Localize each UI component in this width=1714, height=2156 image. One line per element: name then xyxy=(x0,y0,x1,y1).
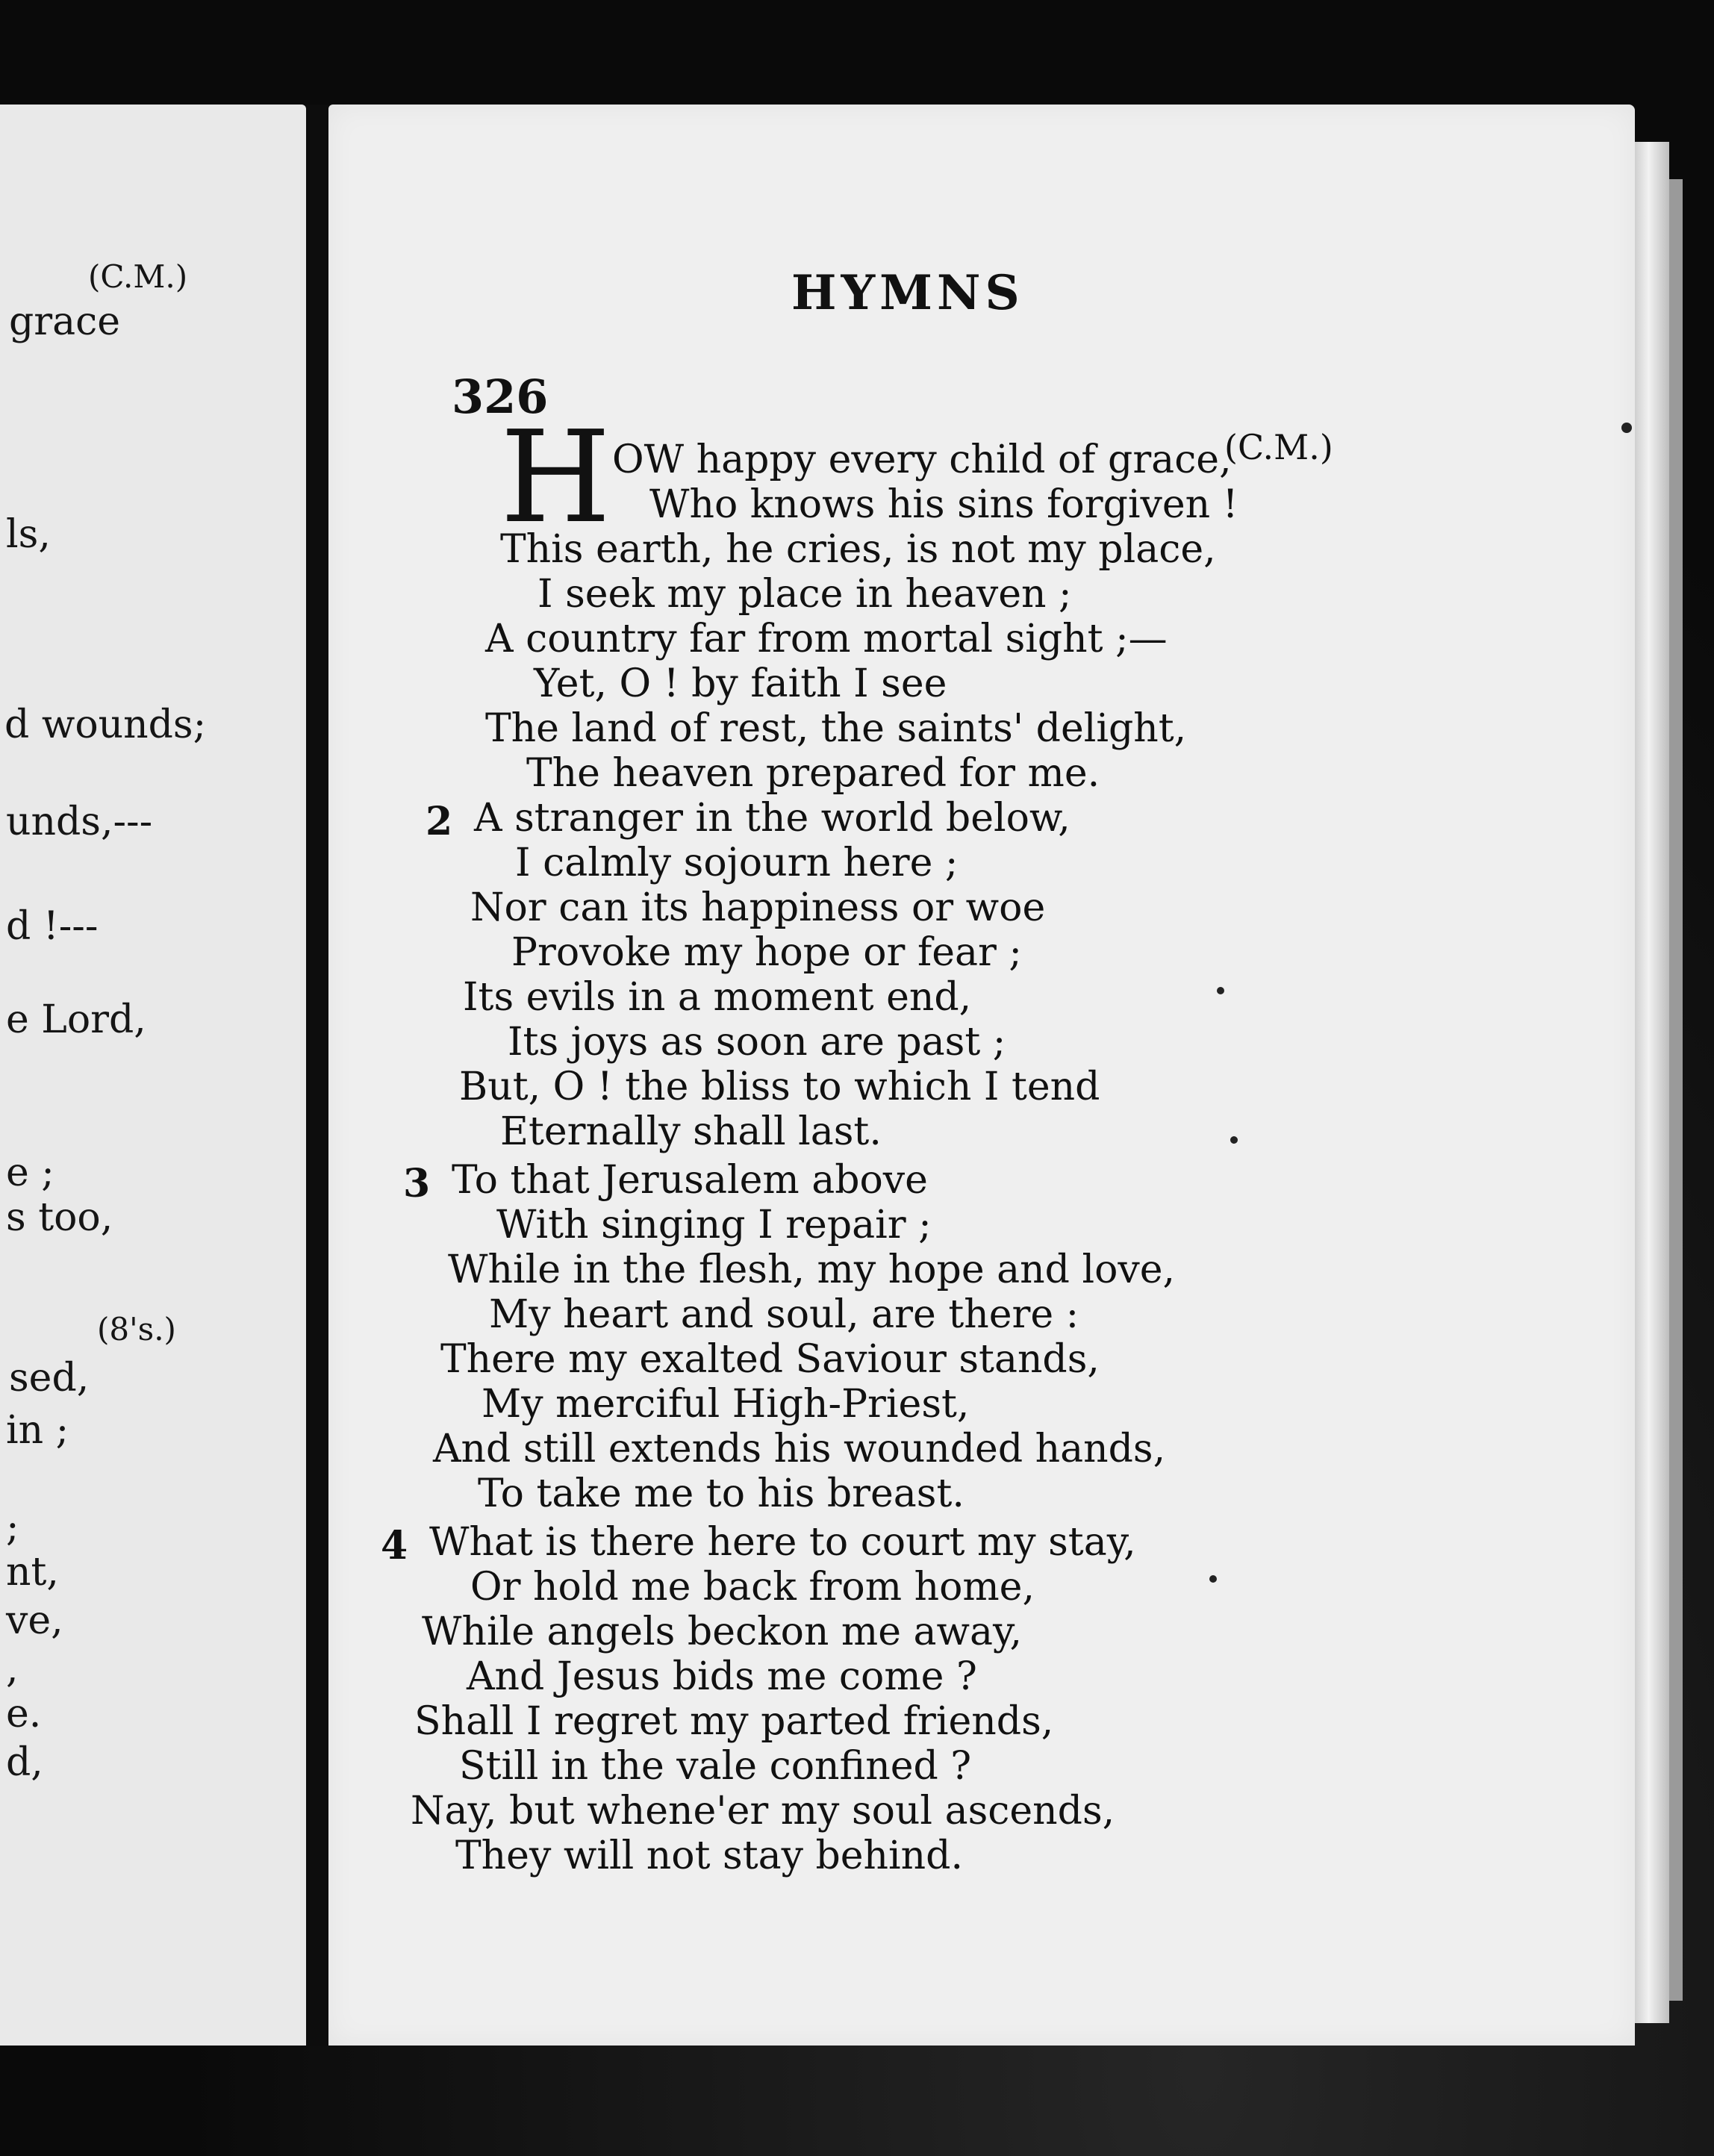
left-page-line: d, xyxy=(6,1740,43,1785)
verse-line: There my exalted Saviour stands, xyxy=(440,1337,1100,1382)
left-page-line: grace xyxy=(9,299,121,344)
verse-line: Eternally shall last. xyxy=(500,1109,882,1154)
verse-line: They will not stay behind. xyxy=(455,1833,963,1878)
verse-line: Its joys as soon are past ; xyxy=(508,1020,1006,1065)
verse-line: My heart and soul, are there : xyxy=(489,1292,1079,1337)
verse-line: The heaven prepared for me. xyxy=(526,751,1100,796)
verse-line: Its evils in a moment end, xyxy=(463,975,972,1020)
left-page-line: d !--- xyxy=(6,904,99,949)
page-edge xyxy=(1635,142,1669,2023)
verse-line: With singing I repair ; xyxy=(496,1203,932,1247)
page-edge-shadow xyxy=(1669,179,1683,2001)
verse-line: A stranger in the world below, xyxy=(474,796,1071,841)
left-page-line: e Lord, xyxy=(6,997,146,1042)
left-page-line: e ; xyxy=(6,1150,54,1195)
verse-line: What is there here to court my stay, xyxy=(429,1520,1136,1565)
drop-cap: H xyxy=(500,404,611,552)
verse-line: Nay, but whene'er my soul ascends, xyxy=(411,1789,1115,1833)
left-page-line: ; xyxy=(6,1505,19,1550)
left-page-line: ve, xyxy=(6,1598,63,1643)
verse-line: And still extends his wounded hands, xyxy=(433,1427,1166,1471)
verse-line: Provoke my hope or fear ; xyxy=(511,930,1022,975)
verse-line: A country far from mortal sight ;— xyxy=(485,617,1168,661)
verse-line: Shall I regret my parted friends, xyxy=(414,1699,1054,1744)
ink-speck xyxy=(1209,1575,1217,1583)
verse-line: But, O ! the bliss to which I tend xyxy=(459,1065,1100,1109)
left-page-line: sed, xyxy=(9,1356,90,1401)
left-page-meter-2: (8's.) xyxy=(97,1311,176,1348)
left-page-line: in ; xyxy=(6,1408,69,1453)
verse-line: This earth, he cries, is not my place, xyxy=(500,527,1216,572)
hymn-number: 326 xyxy=(452,370,549,424)
left-page-line: d wounds; xyxy=(4,702,207,747)
verse-line: Nor can its happiness or woe xyxy=(470,885,1046,930)
verse-line: To that Jerusalem above xyxy=(452,1158,928,1203)
verse-line: To take me to his breast. xyxy=(478,1471,964,1516)
left-page-line: , xyxy=(6,1647,19,1692)
left-page-line: unds,--- xyxy=(6,800,153,844)
verse-number: 3 xyxy=(403,1161,431,1206)
verse-line: Yet, O ! by faith I see xyxy=(534,661,947,706)
verse-line: The land of rest, the saints' delight, xyxy=(485,706,1187,751)
left-page-line: nt, xyxy=(6,1550,59,1595)
running-head: HYMNS xyxy=(791,265,1024,321)
verse-line: While in the flesh, my hope and love, xyxy=(448,1247,1176,1292)
verse-line: While angels beckon me away, xyxy=(422,1610,1023,1654)
verse-line: And Jesus bids me come ? xyxy=(467,1654,977,1699)
ink-speck xyxy=(1230,1136,1238,1144)
left-page-meter-1: (C.M.) xyxy=(88,258,188,295)
hymn-meter: (C.M.) xyxy=(1224,427,1333,467)
verse-number: 2 xyxy=(426,799,453,844)
verse-line: OW happy every child of grace, xyxy=(612,437,1232,482)
verse-line: My merciful High-Priest, xyxy=(482,1382,970,1427)
verse-line: Still in the vale confined ? xyxy=(459,1744,972,1789)
verse-line: Or hold me back from home, xyxy=(470,1565,1035,1610)
ink-speck xyxy=(1217,987,1224,994)
verse-number: 4 xyxy=(381,1523,408,1568)
left-page-line: s too, xyxy=(6,1195,113,1240)
verse-line: I seek my place in heaven ; xyxy=(537,572,1072,617)
ink-speck xyxy=(1621,423,1632,433)
left-page xyxy=(0,105,306,2046)
book-spine xyxy=(306,105,328,2046)
left-page-line: e. xyxy=(6,1692,42,1736)
left-page-line: ls, xyxy=(6,512,51,557)
verse-line: Who knows his sins forgiven ! xyxy=(649,482,1238,527)
verse-line: I calmly sojourn here ; xyxy=(515,841,959,885)
